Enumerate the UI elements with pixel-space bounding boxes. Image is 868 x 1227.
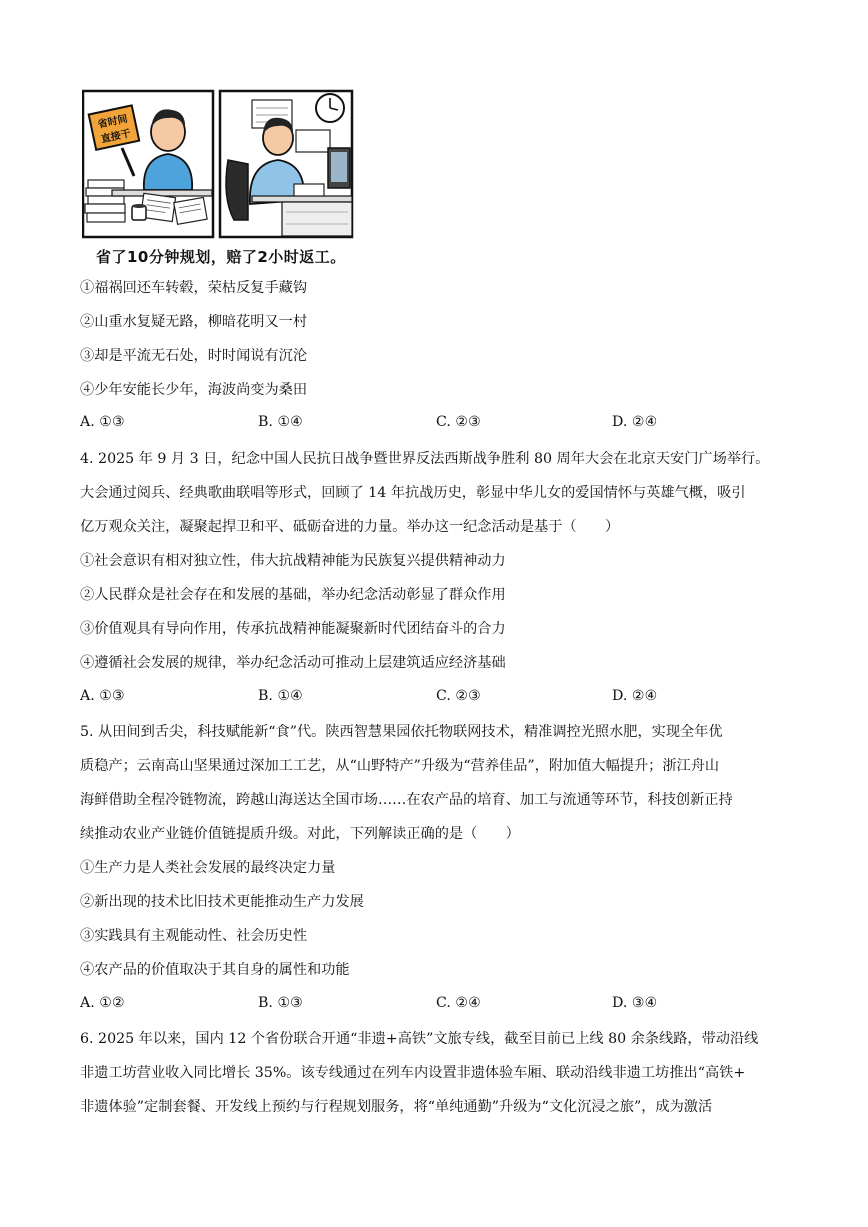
- q3-option-d[interactable]: D. ②④: [612, 414, 658, 430]
- q5-item-1: ①生产力是人类社会发展的最终决定力量: [80, 860, 336, 876]
- q3-option-c[interactable]: C. ②③: [436, 414, 481, 430]
- q5-option-c[interactable]: C. ②④: [436, 995, 481, 1011]
- q3-item-4: ④少年安能长少年，海波尚变为桑田: [80, 382, 308, 398]
- q5-stem-line-3: 海鲜借助全程冷链物流，跨越山海送达全国市场……在农产品的培育、加工与流通等环节，科技创新正持: [80, 792, 733, 808]
- q4-option-d[interactable]: D. ②④: [612, 688, 658, 704]
- q4-options: [80, 688, 800, 708]
- q4-stem-line-2: 大会通过阅兵、经典歌曲联唱等形式，回顾了 14 年抗战历史，彰显中华儿女的爱国情怀与英雄气概，吸引: [80, 485, 746, 501]
- q5-stem-line-2: 质稳产；云南高山坚果通过深加工工艺，从“山野特产”升级为“营养佳品”，附加值大幅提升；浙江舟山: [80, 758, 720, 774]
- q5-options: [80, 995, 800, 1015]
- q4-stem-line-1: 4. 2025 年 9 月 3 日，纪念中国人民抗日战争暨世界反法西斯战争胜利 80 周年大会在北京天安门广场举行。: [80, 451, 770, 467]
- q5-item-2: ②新出现的技术比旧技术更能推动生产力发展: [80, 894, 364, 910]
- q5-stem-line-4: 续推动农业产业链价值链提质升级。对此，下列解读正确的是（ ）: [80, 826, 520, 842]
- q6-stem-line-1: 6. 2025 年以来，国内 12 个省份联合开通“非遗+高铁”文旅专线，截至目前已上线 80 余条线路，带动沿线: [80, 1031, 759, 1047]
- q4-option-c[interactable]: C. ②③: [436, 688, 481, 704]
- q4-stem-line-3: 亿万观众关注，凝聚起捍卫和平、砥砺奋进的力量。举办这一纪念活动是基于（ ）: [80, 519, 620, 535]
- q5-option-d[interactable]: D. ③④: [612, 995, 658, 1011]
- q6-stem-line-2: 非遗工坊营业收入同比增长 35%。该专线通过在列车内设置非遗体验车厢、联动沿线非遗工坊推出“高铁+: [80, 1065, 746, 1081]
- q3-option-b[interactable]: B. ①④: [258, 414, 303, 430]
- q4-item-4: ④遵循社会发展的规律，举办纪念活动可推动上层建筑适应经济基础: [80, 655, 506, 671]
- q5-stem-line-1: 5. 从田间到舌尖，科技赋能新“食”代。陕西智慧果园依托物联网技术，精准调控光照水肥，实现全年优: [80, 724, 723, 740]
- q4-item-1: ①社会意识有相对独立性，伟大抗战精神能为民族复兴提供精神动力: [80, 553, 506, 569]
- sign-text-2: 直接干: [100, 128, 132, 146]
- q5-item-3: ③实践具有主观能动性、社会历史性: [80, 928, 308, 944]
- q5-option-a[interactable]: A. ①②: [80, 995, 125, 1011]
- q5-item-4: ④农产品的价值取决于其自身的属性和功能: [80, 962, 350, 978]
- q3-item-3: ③却是平流无石处，时时闻说有沉沦: [80, 348, 308, 364]
- q3-item-1: ①福祸回还车转毂，荣枯反复手藏钩: [80, 280, 308, 296]
- q3-options: [80, 414, 800, 434]
- q3-option-a[interactable]: A. ①③: [80, 414, 125, 430]
- sign-board: [89, 105, 140, 149]
- q4-option-b[interactable]: B. ①④: [258, 688, 303, 704]
- q5-option-b[interactable]: B. ①③: [258, 995, 303, 1011]
- comic-caption: 省了10分钟规划，赔了2小时返工。: [96, 248, 346, 266]
- sign-text-1: 省时间: [96, 113, 129, 131]
- q4-item-2: ②人民群众是社会存在和发展的基础，举办纪念活动彰显了群众作用: [80, 587, 506, 603]
- q3-item-2: ②山重水复疑无路，柳暗花明又一村: [80, 314, 308, 330]
- comic-illustration: [82, 88, 354, 240]
- q4-item-3: ③价值观具有导向作用，传承抗战精神能凝聚新时代团结奋斗的合力: [80, 621, 506, 637]
- q6-stem-line-3: 非遗体验”定制套餐、开发线上预约与行程规划服务，将“单纯通勤”升级为“文化沉浸之旅”，成为激活: [80, 1099, 713, 1115]
- q4-option-a[interactable]: A. ①③: [80, 688, 125, 704]
